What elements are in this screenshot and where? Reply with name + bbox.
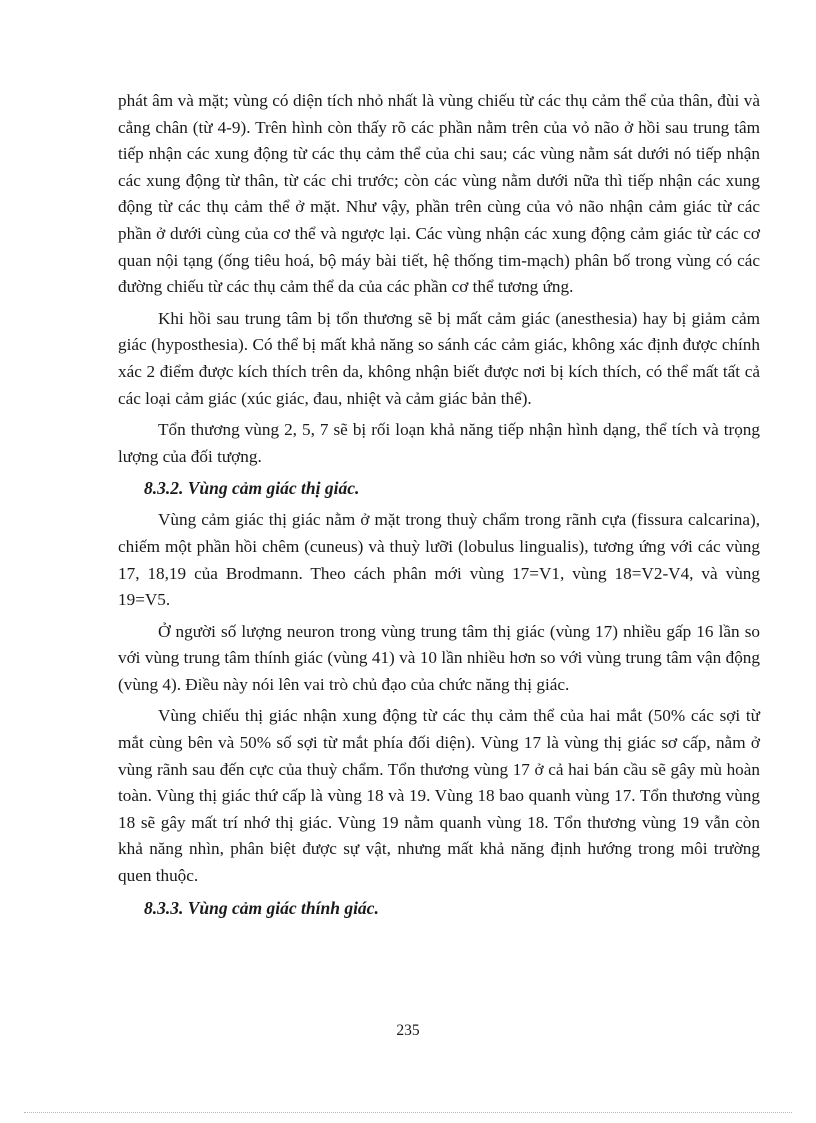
section-heading-8-3-2: 8.3.2. Vùng cảm giác thị giác. [144,478,360,499]
paragraph: Tổn thương vùng 2, 5, 7 sẽ bị rối loạn khả năng tiếp nhận hình dạng, thể tích và trọng lượng của đối tượng. [118,420,760,466]
paragraph: phát âm và mặt; vùng có diện tích nhỏ nhất là vùng chiếu từ các thụ cảm thể của thân, đùi và cẳng chân (từ 4-9). Trên hình còn thấy rõ các phần nằm trên của vỏ não ở hồi sau trung tâm tiếp nhận các xung động từ các thụ cảm thể của chi sau; các vùng nằm sát dưới nó tiếp nhận các xung động từ thân, từ các chi trước; còn các vùng nằm dưới nữa thì tiếp nhận các xung động từ các thụ cảm thể ở mặt. Như vậy, phần trên cùng của vỏ não nhận cảm giác từ các phần ở dưới cùng của cơ thể và ngược lại. Các vùng nhận các xung động cảm giác từ các cơ quan nội tạng (ống tiêu hoá, bộ máy bài tiết, hệ thống tim-mạch) phân bố trong vùng có các đường chiếu từ các thụ cảm thể da của các phần cơ thể tương ứng. [118,91,760,297]
paragraph: Khi hồi sau trung tâm bị tổn thương sẽ bị mất cảm giác (anesthesia) hay bị giảm cảm giác (hyposthesia). Có thể bị mất khả năng so sánh các cảm giác, không xác định được chính xác 2 điểm được kích thích trên da, không nhận biết được nơi bị kích thích, có thể mất tất cả các loại cảm giác (xúc giác, đau, nhiệt và cảm giác bản thể). [118,308,760,408]
paragraph: Ở người số lượng neuron trong vùng trung tâm thị giác (vùng 17) nhiều gấp 16 lần so với vùng trung tâm thính giác (vùng 41) và 10 lần nhiều hơn so với vùng trung tâm vận động (vùng 4). Điều này nói lên vai trò chủ đạo của chức năng thị giác. [118,621,760,694]
paragraph: Vùng cảm giác thị giác nằm ở mặt trong thuỳ chẩm trong rãnh cựa (fissura calcarina), chiếm một phần hồi chêm (cuneus) và thuỳ lưỡi (lobulus lingualis), tương ứng với các vùng 17, 18,19 của Brodmann. Theo cách phân mới vùng 17=V1, vùng 18=V2-V4, và vùng 19=V5. [118,510,760,610]
section-heading-8-3-3: 8.3.3. Vùng cảm giác thính giác. [144,897,379,918]
page-number: 235 [396,1022,420,1039]
page-bottom-divider [24,1112,792,1113]
paragraph: Vùng chiếu thị giác nhận xung động từ các thụ cảm thể của hai mắt (50% các sợi từ mắt cùng bên và 50% số sợi từ mắt phía đối diện). Vùng 17 là vùng thị giác sơ cấp, nằm ở vùng rãnh sau đến cực của thuỳ chẩm. Tổn thương vùng 17 ở cả hai bán cầu sẽ gây mù hoàn toàn. Vùng thị giác thứ cấp là vùng 18 và 19. Vùng 18 bao quanh vùng 17. Tổn thương vùng 18 sẽ gây mất trí nhớ thị giác. Vùng 19 nằm quanh vùng 18. Tổn thương vùng 19 vẫn còn khả năng nhìn, phân biệt được sự vật, nhưng mất khả năng định hướng trong môi trường quen thuộc. [118,706,760,886]
page-content [118,88,760,927]
